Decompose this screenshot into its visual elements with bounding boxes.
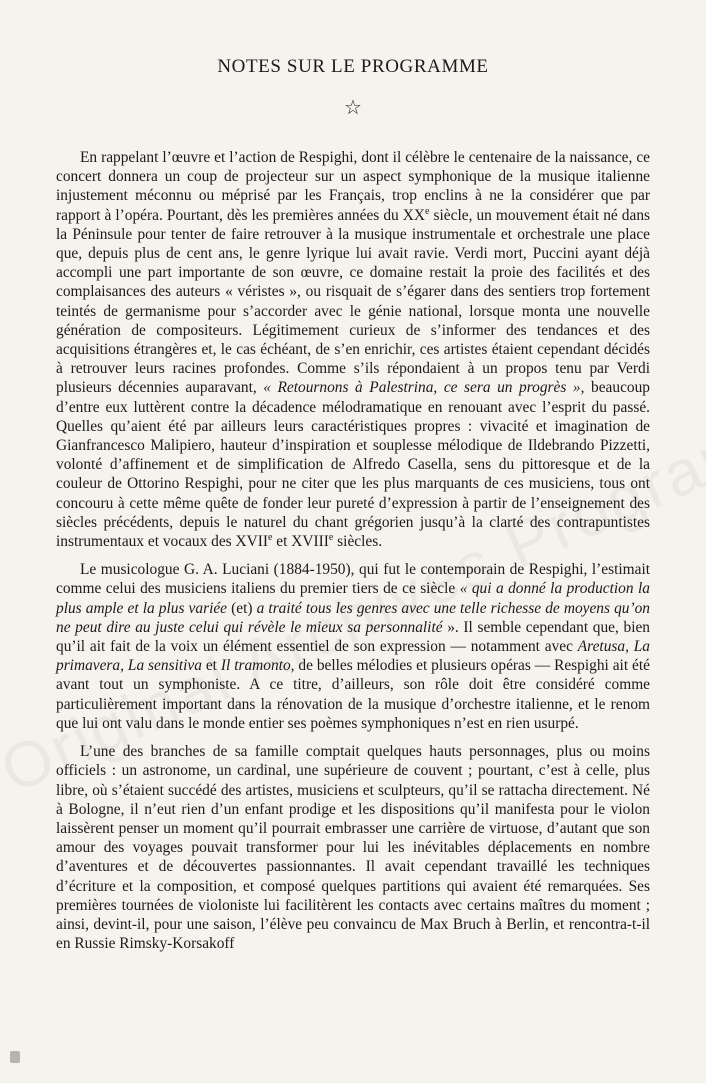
- paragraph-1: [56, 148, 650, 551]
- scan-mark: [10, 1051, 20, 1063]
- text-run: siècles.: [333, 533, 383, 551]
- paragraph-3: [56, 742, 650, 953]
- superscript: e: [268, 531, 273, 543]
- text-run: En rappelant l’œuvre et l’action de Respighi, dont il célèbre le centenaire de la naissance, ce concert donnera un coup de projecteur sur un aspect symphonique de la musique italienne injustement méconnu ou méprisé par les Français, trop enclins à ne la considérer que par rapport à l’opéra. Pourtant, dès les premières années du XX: [56, 149, 650, 224]
- text-run: siècle, un mouvement était né dans la Péninsule pour tenter de faire retrouver à la musique instrumentale et orchestrale une place que, depuis plus de cent ans, le genre lyrique lui avait ravie. Verdi mort, Puccini ayant déjà accompli une part importante de son œuvre, ce domaine restait la proie des facilités et des complaisances des auteurs « véristes », ou risquait de s’égarer dans des sentiers trop fortement teintés de germanisme pour s’accorder avec le génie national, lorsque monta une nouvelle génération de compositeurs. Légitimement curieux de s’informer des tendances et des acquisitions étrangères et, le cas échéant, de s’en enrichir, ces artistes étaient cependant décidés à retrouver leurs racines profondes. Comme s’ils répondaient à un propos tenu par Verdi plusieurs décennies auparavant,: [56, 206, 651, 397]
- text-run: (et): [227, 599, 257, 617]
- text-run: , beaucoup d’entre eux luttèrent contre la décadence mélodramatique en renouant avec l’esprit du passé. Quelles qu’aient été par ailleurs leurs caractéristiques propres : vivacité et imagination de Gianfrancesco Malipiero, hauteur d’inspiration et souplesse mélodique de Ildebrando Pizzetti, volonté d’affinement et de simplification de Alfredo Casella, sens du pittoresque et de la couleur de Ottorino Respighi, pour ne citer que les plus marquants de ces musiciens, tous ont concouru à cette même quête de fonder leur pureté d’expression à partir de l’enseignement des siècles précédents, depuis le naturel du chant grégorien jusqu’à la clarté des contrapuntistes instrumentaux et vocaux des XVII: [56, 379, 650, 551]
- text-run: et: [201, 657, 221, 675]
- body-text: [56, 148, 650, 953]
- italic-text: Aretusa, La primavera, La sensitiva: [56, 638, 650, 675]
- text-run: de belles mélodies et plusieurs opéras — Respighi ait été avant tout un symphoniste. A ce titre, d’ailleurs, son rôle doit être considéré comme particulièrement important dans la rénovation de la musique d’orchestre italienne, et le renom que lui ont valu dans le monde entier ses poèmes symphoniques n’est en rien usurpé.: [56, 657, 650, 732]
- italic-text: « qui a donné la production la plus ample et la plus variée: [56, 580, 650, 617]
- superscript: e: [328, 531, 334, 543]
- italic-text: « Retournons à Palestrina, ce sera un progrès »: [263, 379, 581, 397]
- italic-text: a traité tous les genres avec une telle richesse de moyens qu’on ne peut dire au juste celui qui révèle le mieux sa personnalité: [56, 599, 651, 636]
- text-run: L’une des branches de sa famille comptait quelques hauts personnages, plus ou moins officiels : un astronome, un cardinal, une supérieure de couvent ; pourtant, c’est à celle, plus libre, où s’étaient succédé des artistes, musiciens et sculpteurs, qu’il se rattacha directement. Né à Bologne, il n’eut rien d’un enfant prodige et les dispositions qu’il manifesta pour le violon laissèrent penser un moment qu’il pourrait embrasser une carrière de virtuose, d’autant que son amour des voyages pouvait transformer pour lui les inévitables déplacements en nombre d’aventures et de découvertes passionnantes. Il avait cependant travaillé les techniques d’écriture et la composition, et composé quelques partitions qui avaient été remarquées. Ses premières tournées de violoniste lui facilitèrent les contacts avec certains maîtres du moment ; ainsi, devint-il, pour une saison, l’élève peu convaincu de Max Bruch à Berlin, et rencontra-t-il en Russie Rimsky-Korsakoff: [56, 743, 650, 953]
- page-title: NOTES SUR LE PROGRAMME: [217, 56, 489, 77]
- paragraph-2: [56, 560, 650, 733]
- text-run: et XVIII: [272, 533, 329, 551]
- superscript: e: [425, 205, 430, 217]
- italic-text: Il tramonto,: [220, 657, 295, 675]
- text-run: Le musicologue G. A. Luciani (1884-1950), qui fut le contemporain de Respighi, l’estimait comme celui des musiciens italiens du premier tiers de ce siècle: [56, 561, 650, 598]
- star-ornament: ☆: [344, 97, 362, 119]
- text-run: ». Il semble cependant que, bien qu’il ait fait de la voix un élément essentiel de son expression — notamment avec: [56, 618, 650, 656]
